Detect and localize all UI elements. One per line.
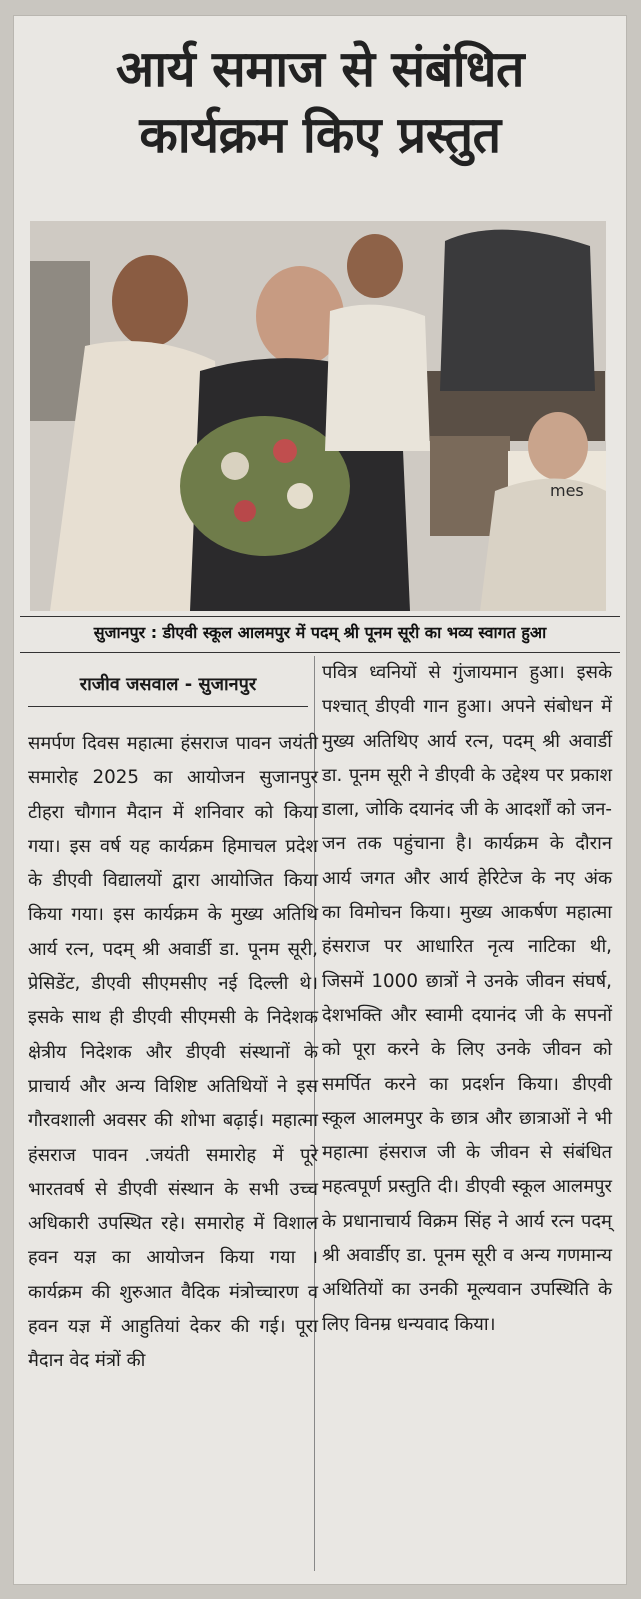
article-left-column: [28, 727, 318, 1379]
newspaper-clipping: [14, 16, 626, 1584]
headline-line-1: आर्य समाज से संबंधित: [116, 40, 524, 98]
headline-line-2: कार्यक्रम किए प्रस्तुत: [139, 106, 501, 164]
news-photo: [30, 221, 606, 611]
caption-rule-bottom: [20, 652, 620, 653]
photo-caption: सुजानपुर : डीएवी स्कूल आलमपुर में पदम् श्री पूनम सूरी का भव्य स्वागत हुआ: [93, 623, 547, 642]
article-text-left: समर्पण दिवस महात्मा हंसराज पावन जयंती समारोह 2025 का आयोजन सुजानपुर टीहरा चौगान मैदान में शनिवार को किया गया। इस वर्ष यह कार्यक्रम हिमाचल प्रदेश के डीएवी विद्यालयों द्वारा आयोजित किया किया गया। इस कार्यक्रम के मुख्य अतिथि आर्य रत्न, पदम् श्री अवार्डी डा. पूनम सूरी, प्रेसिडेंट, डीएवी सीएमसीए नई दिल्ली थे। इसके साथ ही डीएवी सीएमसी के निदेशक क्षेत्रीय निदेशक और डीएवी संस्थानों के प्राचार्य और अन्य विशिष्ट अतिथियों ने इस गौरवशाली अवसर की शोभा बढ़ाई। महात्मा हंसराज पावन .जयंती समारोह में पूरे भारतवर्ष से डीएवी संस्थान के सभी उच्च अधिकारी उपस्थित रहे। समारोह में विशाल हवन यज्ञ का आयोजन किया गया । कार्यक्रम की शुरुआत वैदिक मंत्रोच्चारण व हवन यज्ञ में आहुतियां देकर की गई। पूरा मैदान वेद मंत्रों की: [28, 733, 318, 1372]
byline-rule: [28, 706, 308, 707]
svg-text:mes: mes: [550, 481, 584, 500]
article-right-column: [322, 656, 612, 1342]
byline: राजीव जसवाल - सुजानपुर: [79, 674, 257, 695]
caption-rule-top: [20, 616, 620, 617]
headline: [14, 36, 626, 168]
photo-icon: [30, 221, 606, 611]
article-text-right: पवित्र ध्वनियों से गुंजायमान हुआ। इसके पश्चात् डीएवी गान हुआ। अपने संबोधन में मुख्य अतिथिए आर्य रत्न, पदम् श्री अवार्डी डा. पूनम सूरी ने डीएवी के उद्देश्य पर प्रकाश डाला, जोकि दयानंद जी के आदर्शों को जन-जन तक पहुंचाना है। कार्यक्रम के दौरान आर्य जगत और आर्य हेरिटेज के नए अंक का विमोचन किया। मुख्य आकर्षण महात्मा हंसराज पर आधारित नृत्य नाटिका थी, जिसमें 1000 छात्रों ने उनके जीवन संघर्ष, देशभक्ति और स्वामी दयानंद जी के सपनों को पूरा करने के लिए उनके जीवन को समर्पित करने का प्रदर्शन किया। डीएवी स्कूल आलमपुर के छात्र और छात्राओं ने भी महात्मा हंसराज जी के जीवन से संबंधित महत्वपूर्ण प्रस्तुति दी। डीएवी स्कूल आलमपुर के प्रधानाचार्य विक्रम सिंह ने आर्य रत्न पदम् श्री अवार्डीए डा. पूनम सूरी व अन्य गणमान्य अथितियों का उनकी मूल्यवान उपस्थिति के लिए विनम्र धन्यवाद किया।: [322, 662, 612, 1335]
